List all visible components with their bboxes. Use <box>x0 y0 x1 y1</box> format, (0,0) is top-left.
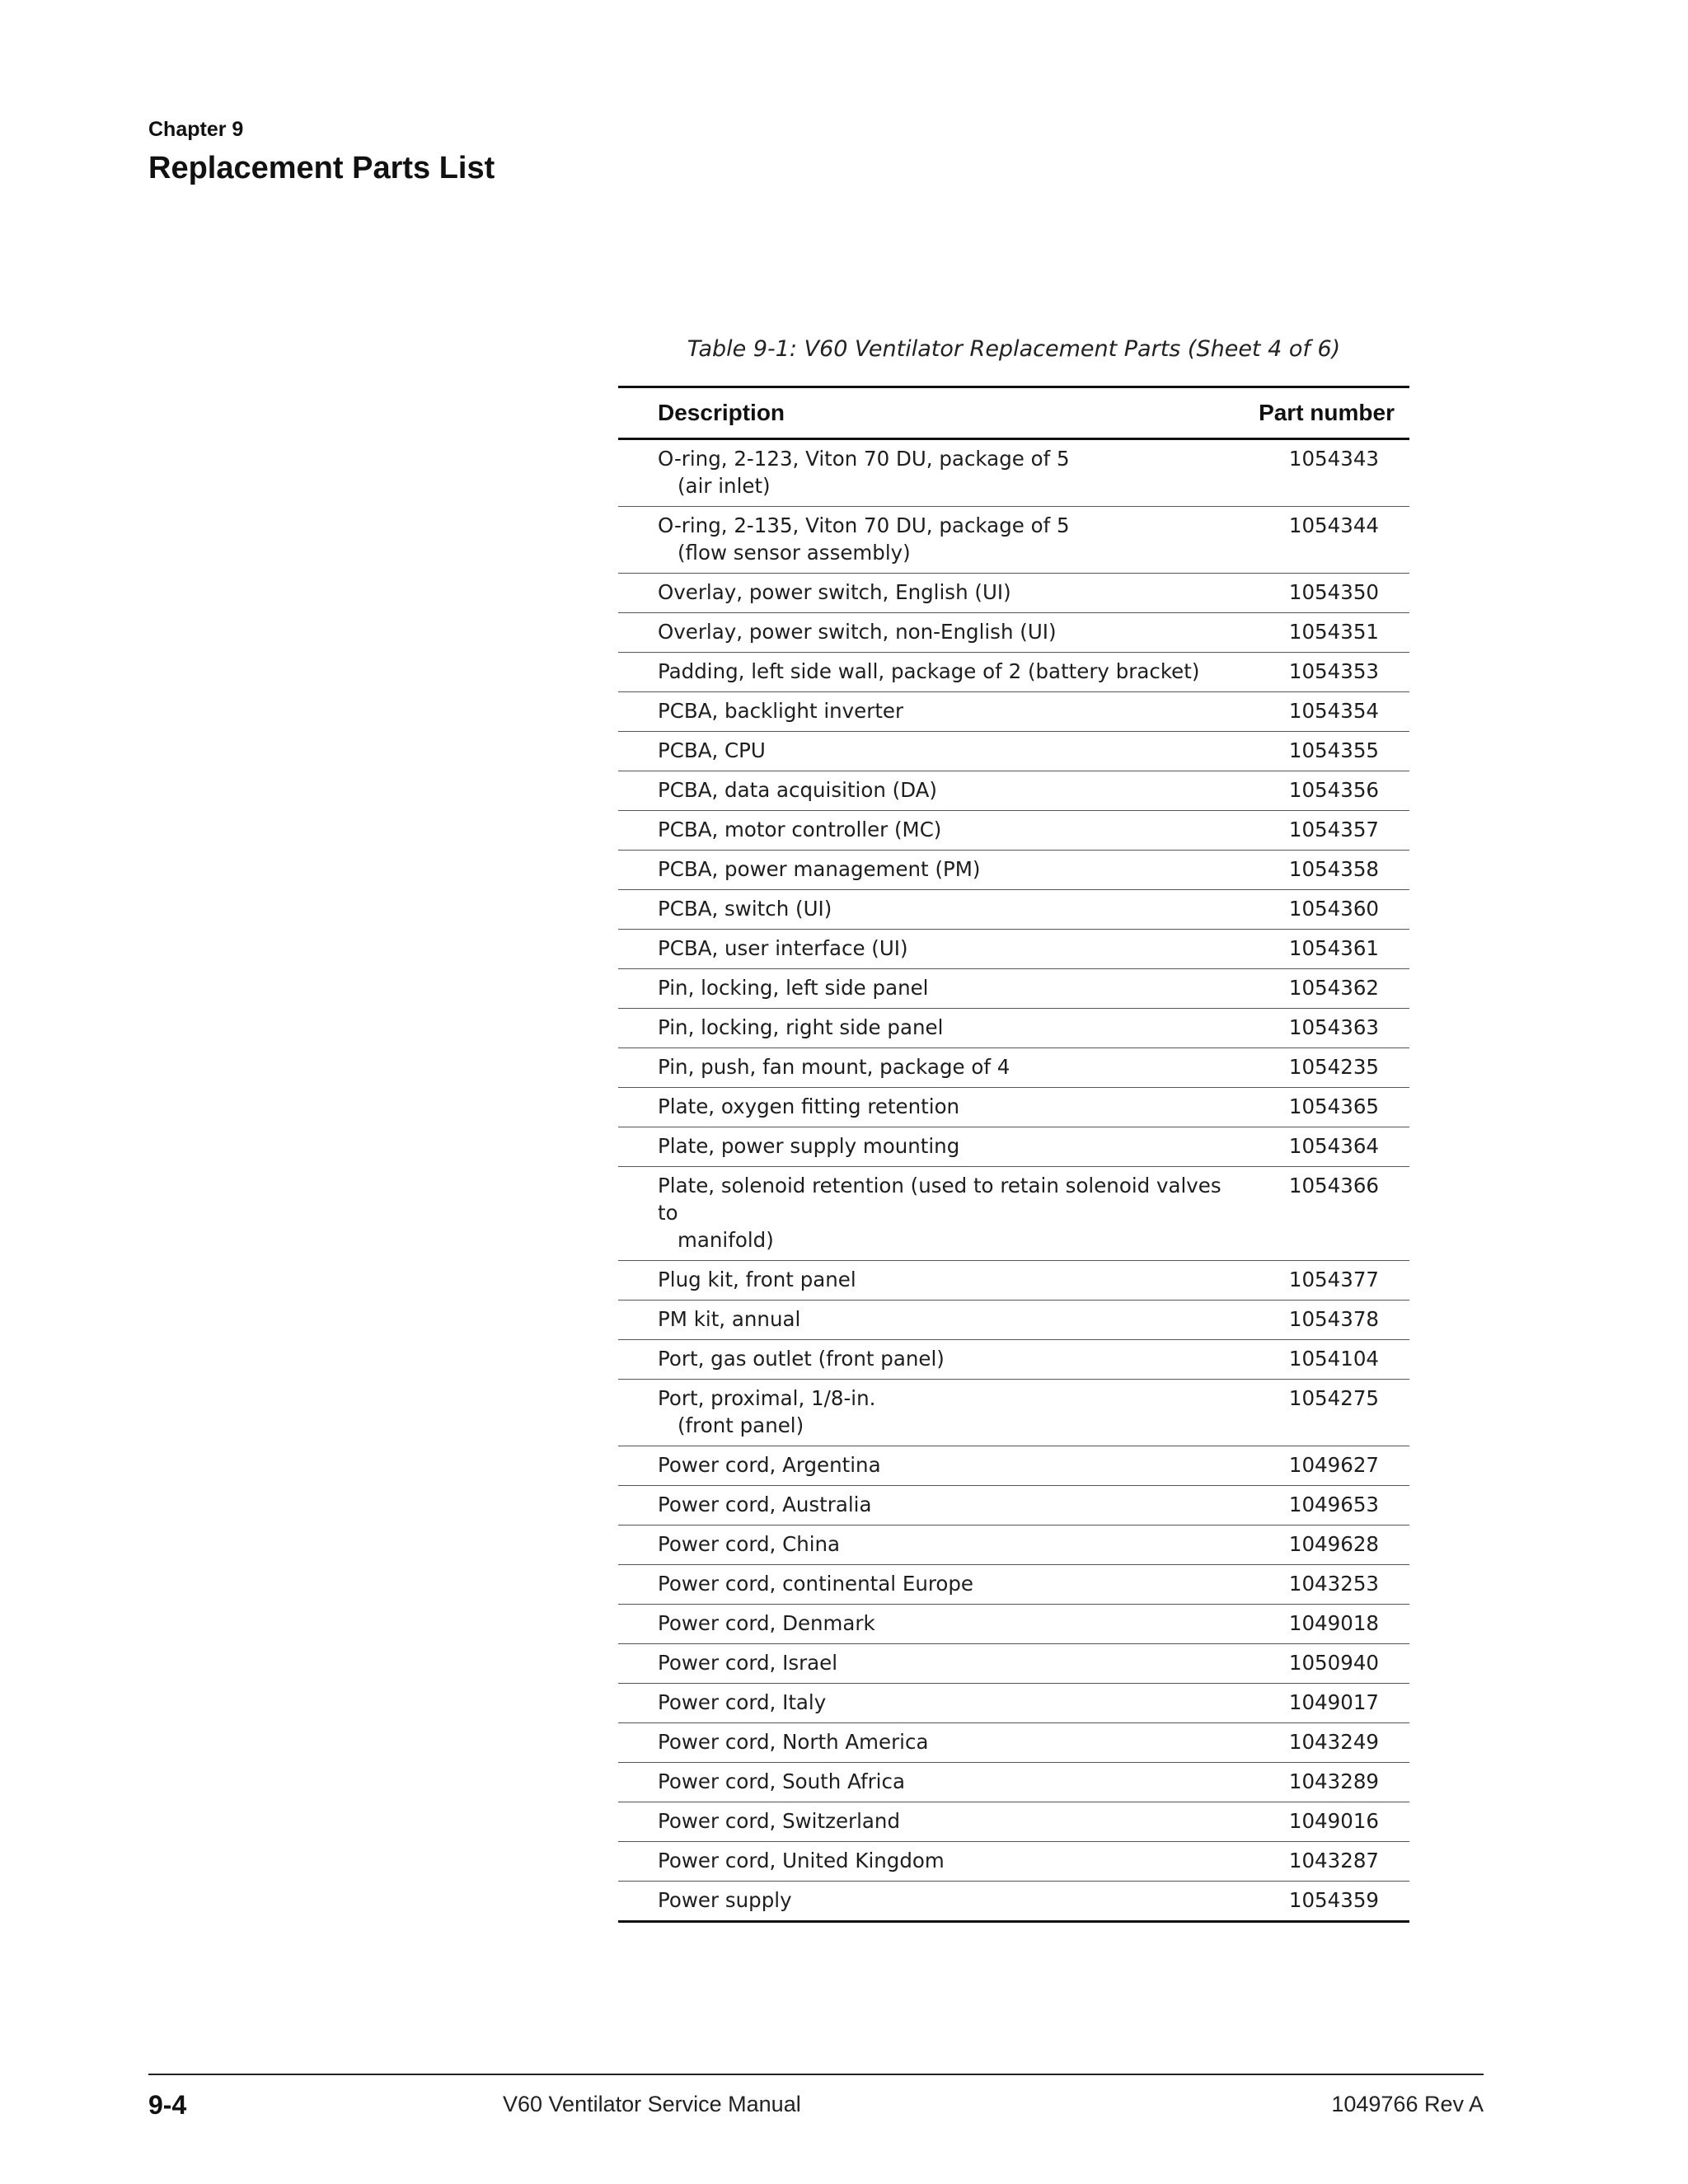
part-description-line: Power cord, Switzerland <box>658 1809 900 1833</box>
part-description <box>618 890 1235 930</box>
table-row <box>618 613 1409 653</box>
part-number: 1043287 <box>1235 1842 1409 1882</box>
part-description-line: Power cord, South Africa <box>658 1769 905 1793</box>
part-number: 1054343 <box>1288 447 1379 471</box>
part-description-line: Plate, oxygen fitting retention <box>658 1094 960 1118</box>
part-description <box>618 1763 1235 1802</box>
table-row <box>618 1723 1409 1763</box>
part-description-line: Padding, left side wall, package of 2 (battery bracket) <box>658 659 1200 683</box>
part-description-line: Pin, push, fan mount, package of 4 <box>658 1055 1010 1079</box>
column-header-description: Description <box>618 387 1235 439</box>
table-row <box>618 574 1409 613</box>
table-row <box>618 811 1409 851</box>
chapter-label: Chapter 9 <box>148 118 244 141</box>
table-row <box>618 1048 1409 1088</box>
part-number: 1054365 <box>1235 1088 1409 1127</box>
part-number: 1054351 <box>1235 613 1409 653</box>
part-description <box>618 1446 1235 1486</box>
table-row <box>618 771 1409 811</box>
part-description-line: Pin, locking, right side panel <box>658 1015 944 1039</box>
part-description-line: PM kit, annual <box>658 1307 801 1331</box>
part-description-line: Power cord, Denmark <box>658 1611 875 1635</box>
table-header-row <box>618 387 1409 439</box>
part-description-line: Power cord, Argentina <box>658 1453 881 1477</box>
part-description <box>618 1684 1235 1723</box>
part-description <box>618 1009 1235 1048</box>
part-number: 1049018 <box>1235 1605 1409 1644</box>
part-description-line: Power supply <box>658 1888 792 1912</box>
part-description <box>618 439 1235 507</box>
part-description <box>618 1842 1235 1882</box>
part-number: 1054344 <box>1235 507 1409 574</box>
table-row <box>618 439 1409 507</box>
part-number: 1054235 <box>1235 1048 1409 1088</box>
part-description <box>618 930 1235 969</box>
part-number: 1049627 <box>1235 1446 1409 1486</box>
table-row <box>618 692 1409 732</box>
part-description <box>618 732 1235 771</box>
table-row <box>618 1009 1409 1048</box>
part-description <box>618 1605 1235 1644</box>
part-description-line: Plug kit, front panel <box>658 1268 856 1291</box>
table-row <box>618 1261 1409 1301</box>
part-number: 1049653 <box>1235 1486 1409 1526</box>
part-description <box>618 692 1235 732</box>
part-description <box>618 613 1235 653</box>
part-description <box>618 574 1235 613</box>
part-description <box>618 1048 1235 1088</box>
part-description <box>618 811 1235 851</box>
part-description-line: PCBA, motor controller (MC) <box>658 818 942 841</box>
part-description <box>618 1644 1235 1684</box>
part-description <box>618 653 1235 692</box>
page-number: 9-4 <box>148 2090 187 2120</box>
column-header-part-number: Part number <box>1235 387 1409 439</box>
table-row <box>618 851 1409 890</box>
table-row <box>618 732 1409 771</box>
parts-table <box>618 386 1409 1923</box>
part-description-line: Power cord, United Kingdom <box>658 1849 945 1872</box>
chapter-title: Replacement Parts List <box>148 151 495 185</box>
part-number: 1054275 <box>1235 1380 1409 1446</box>
table-row <box>618 969 1409 1009</box>
part-number: 1054378 <box>1235 1301 1409 1340</box>
part-description <box>618 1486 1235 1526</box>
part-description-line: Power cord, Israel <box>658 1651 838 1675</box>
table-row <box>618 1644 1409 1684</box>
part-description-line: Overlay, power switch, non-English (UI) <box>658 620 1057 644</box>
part-description-line: PCBA, power management (PM) <box>658 857 981 881</box>
part-description <box>618 1882 1235 1922</box>
table-row <box>618 1486 1409 1526</box>
part-number: 1054377 <box>1235 1261 1409 1301</box>
table-row <box>618 1605 1409 1644</box>
part-number: 1054364 <box>1235 1127 1409 1167</box>
manual-title: V60 Ventilator Service Manual <box>503 2092 801 2116</box>
footer-divider <box>148 2074 1484 2075</box>
table-row <box>618 1763 1409 1802</box>
table-row <box>618 930 1409 969</box>
part-number: 1054363 <box>1235 1009 1409 1048</box>
part-description-line: PCBA, CPU <box>658 738 766 762</box>
part-number: 1054354 <box>1235 692 1409 732</box>
part-description-line: Overlay, power switch, English (UI) <box>658 580 1011 604</box>
part-number: 1054355 <box>1235 732 1409 771</box>
part-description <box>618 1127 1235 1167</box>
part-description <box>618 1380 1235 1446</box>
part-number: 1054359 <box>1235 1882 1409 1922</box>
part-number: 1049016 <box>1235 1802 1409 1842</box>
table-row <box>618 1301 1409 1340</box>
table-row <box>618 1167 1409 1261</box>
part-description-continuation: (front panel) <box>678 1413 804 1437</box>
part-description-continuation: (flow sensor assembly) <box>678 541 911 565</box>
table-row <box>618 890 1409 930</box>
part-description <box>618 1301 1235 1340</box>
part-number: 1054350 <box>1235 574 1409 613</box>
table-body <box>618 439 1409 1922</box>
table-row <box>618 653 1409 692</box>
part-description-line: Port, gas outlet (front panel) <box>658 1347 945 1371</box>
part-description <box>618 1261 1235 1301</box>
part-description-line: PCBA, backlight inverter <box>658 699 904 723</box>
table-row <box>618 1526 1409 1565</box>
part-description-continuation: manifold) <box>678 1228 774 1252</box>
part-number: 1054358 <box>1235 851 1409 890</box>
part-number: 1054357 <box>1235 811 1409 851</box>
part-description <box>618 1723 1235 1763</box>
part-description-line: Power cord, Italy <box>658 1690 827 1714</box>
part-number: 1049017 <box>1235 1684 1409 1723</box>
part-description-line: Power cord, continental Europe <box>658 1572 973 1596</box>
part-number: 1054356 <box>1235 771 1409 811</box>
part-description <box>618 771 1235 811</box>
part-description <box>618 1340 1235 1380</box>
table-row <box>618 1684 1409 1723</box>
table-row <box>618 1882 1409 1922</box>
part-description <box>618 507 1235 574</box>
part-description-line: PCBA, user interface (UI) <box>658 936 908 960</box>
part-description <box>618 1802 1235 1842</box>
part-description <box>618 1565 1235 1605</box>
part-description <box>618 1088 1235 1127</box>
part-description-line: Power cord, North America <box>658 1730 929 1754</box>
table-row <box>618 1380 1409 1446</box>
part-description-line: Port, proximal, 1/8-in. <box>658 1386 876 1410</box>
part-number: 1054361 <box>1235 930 1409 969</box>
part-description <box>618 1526 1235 1565</box>
table-caption: Table 9-1: V60 Ventilator Replacement Parts (Sheet 4 of 6) <box>687 336 1341 362</box>
part-number: 1054360 <box>1235 890 1409 930</box>
part-number: 1050940 <box>1235 1644 1409 1684</box>
table-row <box>618 1127 1409 1167</box>
part-description <box>618 969 1235 1009</box>
part-description-line: PCBA, switch (UI) <box>658 897 832 921</box>
table-row <box>618 1802 1409 1842</box>
part-number: 1043289 <box>1235 1763 1409 1802</box>
part-description-line: O-ring, 2-123, Viton 70 DU, package of 5 <box>658 447 1070 471</box>
table-row <box>618 1565 1409 1605</box>
part-description-line: PCBA, data acquisition (DA) <box>658 778 937 802</box>
part-description-line: Power cord, Australia <box>658 1493 872 1516</box>
table-row <box>618 1088 1409 1127</box>
table-row <box>618 1842 1409 1882</box>
document-number: 1049766 Rev A <box>1331 2092 1484 2116</box>
part-description-line: Plate, solenoid retention (used to retain solenoid valves to <box>658 1174 1221 1225</box>
part-description-line: O-ring, 2-135, Viton 70 DU, package of 5 <box>658 513 1070 537</box>
part-number: 1049628 <box>1235 1526 1409 1565</box>
part-description <box>618 1167 1235 1261</box>
part-description-line: Power cord, China <box>658 1532 841 1556</box>
part-description <box>618 851 1235 890</box>
table-row <box>618 1446 1409 1486</box>
part-number: 1054104 <box>1235 1340 1409 1380</box>
part-description-line: Pin, locking, left side panel <box>658 976 929 1000</box>
part-number: 1054366 <box>1235 1167 1409 1261</box>
part-number: 1054362 <box>1235 969 1409 1009</box>
part-number: 1043249 <box>1235 1723 1409 1763</box>
part-description-continuation: (air inlet) <box>678 474 771 498</box>
table-row <box>618 507 1409 574</box>
part-number: 1043253 <box>1235 1565 1409 1605</box>
part-number: 1054353 <box>1235 653 1409 692</box>
table-row <box>618 1340 1409 1380</box>
part-description-line: Plate, power supply mounting <box>658 1134 960 1158</box>
